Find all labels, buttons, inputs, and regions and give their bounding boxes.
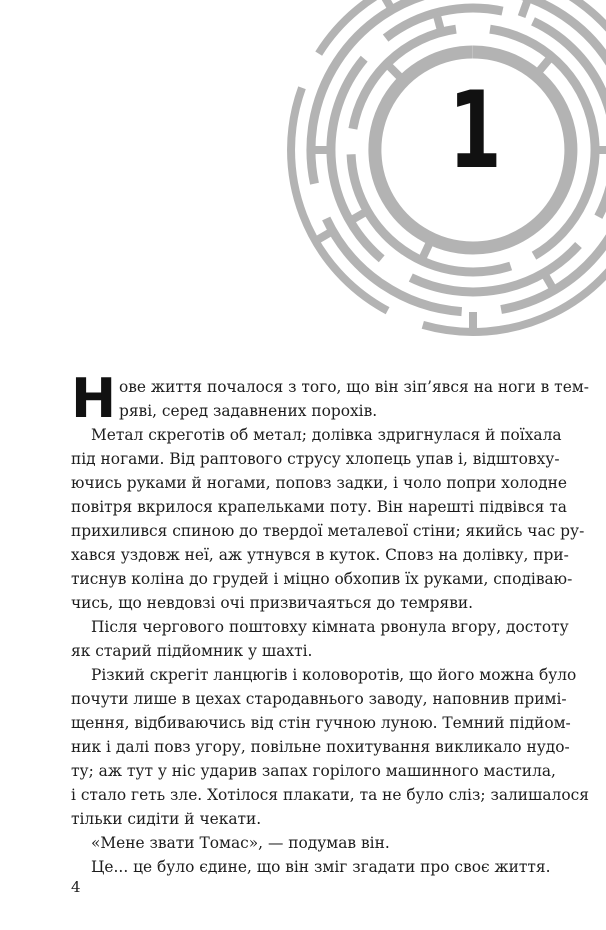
maze-wall bbox=[540, 57, 552, 71]
text-line: чись, що невдовзі очі призвичаяться до темряви. bbox=[71, 594, 474, 612]
maze-wall bbox=[315, 231, 332, 241]
chapter-number: 1 bbox=[448, 69, 502, 192]
text-line: Різкий скрегіт ланцюгів і коловоротів, що його можна було bbox=[91, 666, 577, 684]
text-line: щення, відбиваючись від стін гучною луною. Темний підйом- bbox=[71, 714, 571, 732]
text-line: тиснув коліна до грудей і міцно обхопив їх руками, сподіваю- bbox=[71, 570, 573, 588]
maze-wall bbox=[421, 244, 429, 260]
text-line: і стало геть зле. Хотілося плакати, та не було сліз; залишалося bbox=[71, 786, 589, 804]
text-line: Це... це було єдине, що він зміг згадати про своє життя. bbox=[91, 858, 551, 876]
maze-wall bbox=[387, 64, 400, 77]
drop-cap: Н bbox=[71, 367, 117, 430]
text-line: хався уздовж неї, аж утнувся в куток. Сповз на долівку, при- bbox=[71, 546, 569, 564]
text-line: ряві, серед задавнених порохів. bbox=[119, 402, 378, 420]
maze-wall bbox=[436, 13, 441, 32]
text-line: ючись руками й ногами, поповз задки, і чоло попри холодне bbox=[71, 474, 567, 492]
maze-wall bbox=[350, 211, 367, 221]
text-line: ту; аж тут у ніс ударив запах горілого машинного мастила, bbox=[71, 762, 556, 780]
text-line: «Мене звати Томас», — подумав він. bbox=[91, 834, 390, 852]
text-line: Метал скреготів об метал; долівка здригнулася й поїхала bbox=[91, 426, 562, 444]
maze-wall bbox=[544, 273, 554, 290]
page-number: 4 bbox=[71, 878, 81, 896]
text-line: ник і далі повз угору, повільне похитування викликало нудо- bbox=[71, 738, 570, 756]
text-line: ове життя почалося з того, що він зіп’явся на ноги в тем- bbox=[119, 378, 589, 396]
text-line: під ногами. Від раптового струсу хлопець упав і, відштовху- bbox=[71, 450, 560, 468]
maze-wall bbox=[522, 0, 529, 17]
text-line: прихилився спиною до твердої металевої стіни; якийсь час ру- bbox=[71, 522, 585, 540]
maze-wall bbox=[382, 0, 392, 10]
text-line: як старий підйомник у шахті. bbox=[71, 642, 313, 660]
text-line: повітря вкрилося крапельками поту. Він нарешті підвівся та bbox=[71, 498, 567, 516]
text-line: Після чергового поштовху кімната рвонула вгору, достоту bbox=[91, 618, 569, 636]
text-line: почути лише в цехах стародавнього заводу, наповнив примі- bbox=[71, 690, 567, 708]
text-line: тільки сидіти й чекати. bbox=[71, 810, 262, 828]
